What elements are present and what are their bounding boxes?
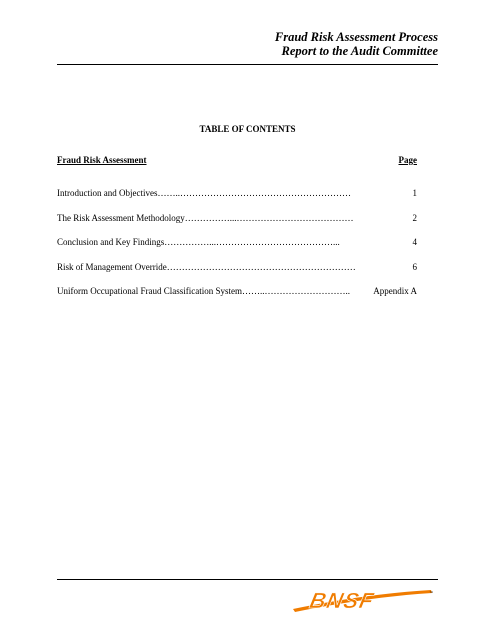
toc-entry-page: 2 — [412, 212, 417, 223]
logo-wordmark: BNSF — [307, 588, 377, 613]
header-title-line-1: Fraud Risk Assessment Process — [274, 30, 438, 44]
bnsf-logo — [291, 587, 438, 614]
toc-entry-text: Risk of Management Override……………………………………………………… — [57, 261, 356, 272]
header-title-line-2: Report to the Audit Committee — [281, 44, 438, 58]
toc-entry-text: Introduction and Objectives……..………………………………………………… — [57, 188, 351, 198]
toc-entry-text: Uniform Occupational Fraud Classification System……..……………………….. — [57, 286, 350, 296]
toc-entry[interactable] — [57, 187, 417, 212]
toc-entry[interactable] — [57, 236, 417, 261]
toc-title: TABLE OF CONTENTS — [199, 124, 296, 134]
toc-entry-page: Appendix A — [373, 286, 417, 296]
toc-section-heading: Fraud Risk Assessment — [57, 155, 147, 165]
toc-entry-text: Conclusion and Key Findings……………...…………………………………... — [57, 237, 340, 247]
toc-entry-page: 6 — [412, 261, 417, 272]
toc-list — [57, 187, 417, 310]
toc-entry[interactable] — [57, 285, 417, 310]
toc-entry[interactable] — [57, 261, 417, 286]
toc-entry-page: 4 — [412, 237, 417, 247]
header-divider — [57, 64, 438, 65]
toc-entry-page: 1 — [412, 188, 417, 198]
footer-divider — [57, 579, 438, 580]
toc-page-heading: Page — [398, 155, 417, 165]
toc-entry-text: The Risk Assessment Methodology……………...………………………………… — [57, 212, 354, 223]
toc-entry[interactable] — [57, 212, 417, 237]
logo-trademark: ™ — [429, 591, 434, 597]
document-header — [275, 30, 438, 58]
